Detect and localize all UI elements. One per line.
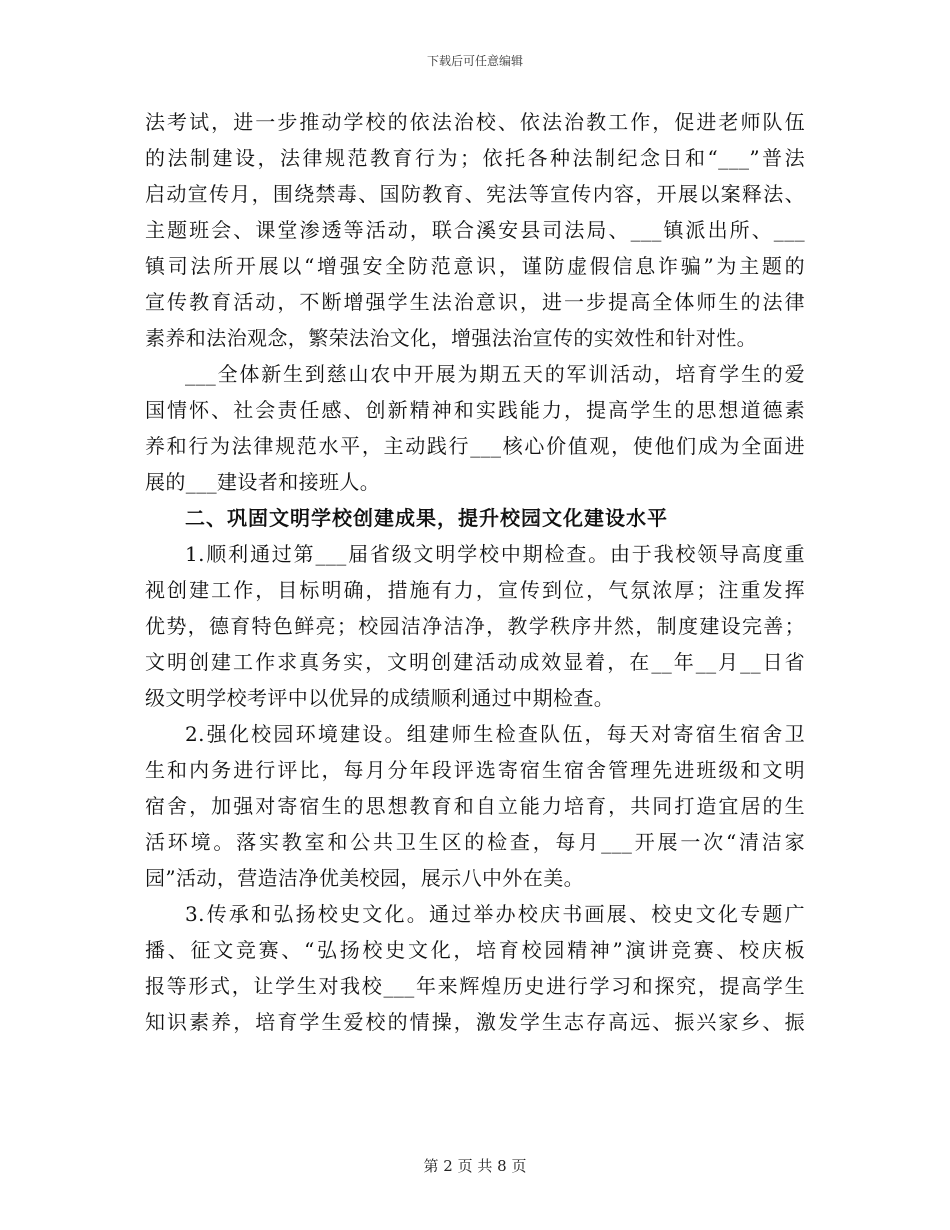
text-line: 法考试，进一步推动学校的依法治校、依法治教工作，促进老师队伍 — [145, 110, 805, 134]
text-line: 视创建工作，目标明确，措施有力，宣传到位，气氛浓厚；注重发挥 — [145, 578, 805, 602]
text-line: 宣传教育活动，不断增强学生法治意识，进一步提高全体师生的法律 — [145, 290, 805, 314]
text-line: 播、征文竞赛、“弘扬校史文化，培育校园精神”演讲竞赛、校庆板 — [145, 938, 805, 962]
text-line: 优势，德育特色鲜亮；校园洁净洁净，教学秩序井然，制度建设完善； — [145, 614, 805, 638]
section-heading: 二、巩固文明学校创建成果，提升校园文化建设水平 — [185, 506, 668, 530]
page-header: 下载后可任意编辑 — [426, 54, 523, 68]
paragraph-first-line: 3.传承和弘扬校史文化。通过举办校庆书画展、校史文化专题广 — [185, 902, 805, 926]
text-line: 启动宣传月，围绕禁毒、国防教育、宪法等宣传内容，开展以案释法、 — [145, 182, 805, 206]
paragraph-first-line: 2.强化校园环境建设。组建师生检查队伍，每天对寄宿生宿舍卫 — [185, 722, 805, 746]
text-line: 主题班会、课堂渗透等活动，联合溪安县司法局、___镇派出所、___ — [145, 218, 805, 242]
text-line: 生和内务进行评比，每月分年段评选寄宿生宿舍管理先进班级和文明 — [145, 758, 805, 782]
text-line: 活环境。落实教室和公共卫生区的检查，每月___开展一次“清洁家 — [145, 830, 805, 854]
text-line: 展的___建设者和接班人。 — [145, 470, 381, 494]
text-line: 知识素养，培育学生爱校的情操，激发学生志存高远、振兴家乡、振 — [145, 1010, 805, 1034]
paragraph-first-line: 1.顺利通过第___届省级文明学校中期检查。由于我校领导高度重 — [185, 542, 805, 566]
page-number: 第 2 页 共 8 页 — [423, 1157, 527, 1175]
text-line: 镇司法所开展以“增强安全防范意识，谨防虚假信息诈骗”为主题的 — [145, 254, 805, 278]
text-line: 国情怀、社会责任感、创新精神和实践能力，提高学生的思想道德素 — [145, 398, 805, 422]
text-line: 的法制建设，法律规范教育行为；依托各种法制纪念日和“___”普法 — [145, 146, 805, 170]
text-line: 园”活动，营造洁净优美校园，展示八中外在美。 — [145, 866, 585, 890]
text-line: 素养和法治观念，繁荣法治文化，增强法治宣传的实效性和针对性。 — [145, 326, 757, 350]
text-line: 养和行为法律规范水平，主动践行___核心价值观，使他们成为全面进 — [145, 434, 805, 458]
document-body — [145, 104, 805, 1040]
text-line: 文明创建工作求真务实，文明创建活动成效显着，在__年__月__日省 — [145, 650, 805, 674]
text-line: 宿舍，加强对寄宿生的思想教育和自立能力培育，共同打造宜居的生 — [145, 794, 805, 818]
text-line: 级文明学校考评中以优异的成绩顺利通过中期检查。 — [145, 686, 615, 710]
text-line: 报等形式，让学生对我校___年来辉煌历史进行学习和探究，提高学生 — [145, 974, 805, 998]
paragraph-first-line: ___全体新生到慈山农中开展为期五天的军训活动，培育学生的爱 — [185, 362, 805, 386]
